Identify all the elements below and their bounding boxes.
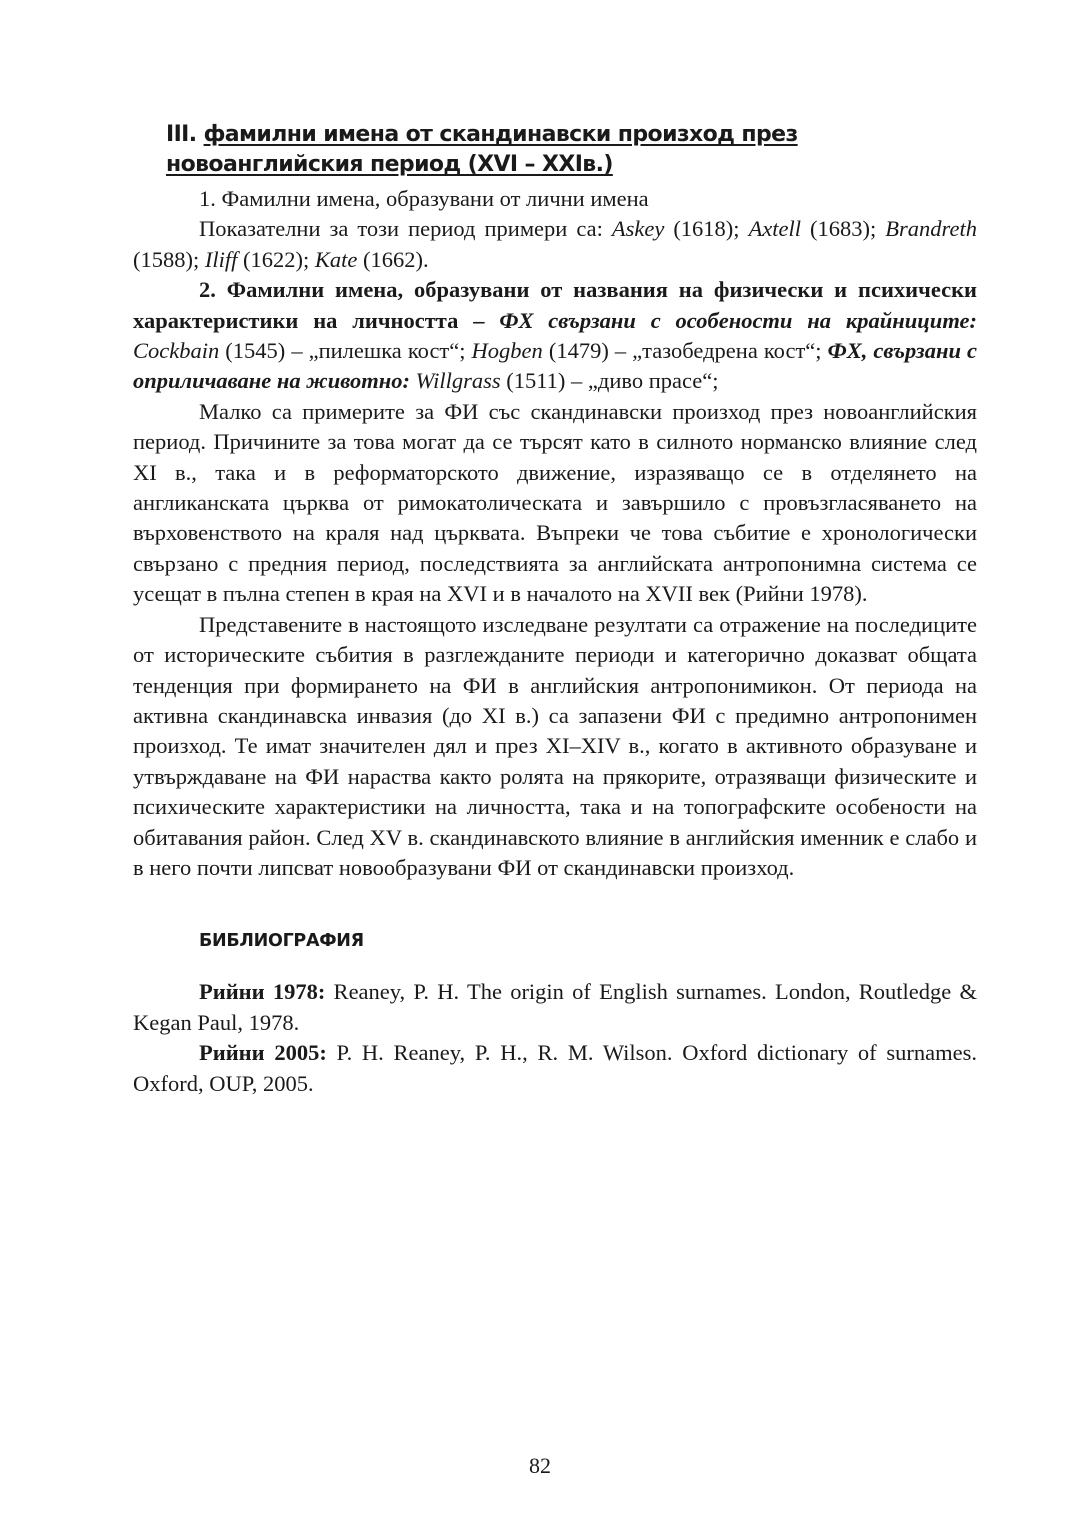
subsection-2 <box>133 275 977 397</box>
bibliography-entry-text: P. H. Reaney, P. H., R. M. Wilson. Oxford dictionary of surnames. Oxford, OUP, 2005. <box>133 1040 978 1096</box>
example-year: (1618); <box>664 216 749 242</box>
example-year: (1662). <box>357 246 429 272</box>
body-paragraph-1: Малко са примерите за ФИ със скандинавски произход през новоанглийския период. Причините за това могат да се търсят като в силното норманско влияние след XI в., така и в реформаторското движение, изразяващо се в отделянето на англиканската църква от римокатолическата и завършило с провъзгласяването на върховенството на краля над църквата. Въпреки че това събитие е хронологически свързано с предния период, последствията за английската антропонимна система се усещат в пълна степен в края на XVI и в началото на XVII век (Рийни 1978). <box>133 398 977 607</box>
example-surname: Brandreth <box>885 216 977 242</box>
example-surname: Iliff <box>204 246 238 272</box>
section-heading-number: III. <box>166 122 204 147</box>
bibliography-entry <box>133 977 977 1038</box>
section-heading <box>166 120 977 180</box>
category-animal: ФХ, свързани с оприличаване на животно: <box>133 338 977 394</box>
bibliography-entry-key: Рийни 1978: <box>199 979 326 1005</box>
example-surname: Axtell <box>748 216 802 242</box>
example-surname: Kate <box>314 246 358 272</box>
subsection-2-dash: – <box>458 307 500 333</box>
page-content <box>133 120 977 1099</box>
bibliography-list <box>133 977 977 1099</box>
example-surname: Willgrass <box>415 368 501 394</box>
example-surname: Askey <box>611 216 665 242</box>
subsection-1 <box>133 184 977 275</box>
example-surname: Cockbain <box>133 338 220 364</box>
subsection-1-title: 1. Фамилни имена, образувани от лични имена <box>199 186 649 211</box>
example-year: (1622); <box>237 246 315 272</box>
subsection-2-title: 2. Фамилни имена, образувани от названия на физически и психически характеристики на личността <box>133 277 977 333</box>
example-year: (1683); <box>801 216 886 242</box>
example-meaning: (1479) – „тазобедрена кост“; <box>542 338 828 364</box>
example-meaning: (1545) – „пилешка кост“; <box>219 338 472 364</box>
example-meaning: (1511) – „диво прасе“; <box>500 368 719 394</box>
bibliography-title: БИБЛИОГРАФИЯ <box>199 931 364 952</box>
body-paragraph-2: Представените в настоящото изследване резултати са отражение на последиците от историческите събития в разглежданите периоди и категорично доказват общата тенденция при формирането на ФИ в английския антропонимикон. От периода на активна скандинавска инвазия (до XI в.) са запазени ФИ с предимно антропонимен произход. Те имат значителен дял и през XI–XIV в., когато в активното образуване и утвърждаване на ФИ нараства както ролята на прякорите, отразяващи физическите и психическите характеристики на личността, така и на топографските особености на обитавания район. След XV в. скандинавското влияние в английския именник е слабо и в него почти липсват новообразувани ФИ от скандинавски произход. <box>133 611 977 880</box>
example-year: (1588); <box>133 246 205 272</box>
category-limbs: ФХ свързани с особености на крайниците: <box>499 307 978 333</box>
example-surname: Hogben <box>471 338 543 364</box>
page-number: 82 <box>529 1453 551 1478</box>
examples-intro: Показателни за този период примери са: <box>199 216 612 242</box>
subsection-1-examples <box>133 214 977 275</box>
section-heading-text: фамилни имена от скандинавски произход през новоанглийския период (XVI – XXIв.) <box>166 122 798 177</box>
bibliography-entry-key: Рийни 2005: <box>199 1040 327 1066</box>
bibliography-entry-text: Reaney, P. H. The origin of English surnames. London, Routledge & Kegan Paul, 1978. <box>133 979 978 1035</box>
bibliography-entry <box>133 1038 977 1099</box>
